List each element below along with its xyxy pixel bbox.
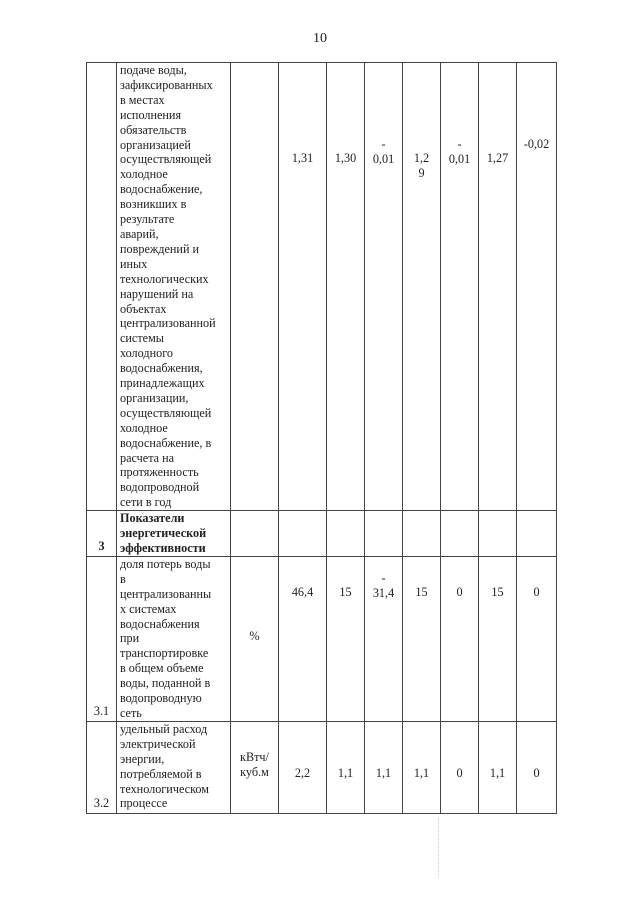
text-line: при: [120, 631, 140, 646]
unit-cell: [231, 63, 279, 511]
indicator-name: [117, 721, 231, 813]
value-cell: [327, 556, 365, 721]
empty-cell: [279, 511, 327, 557]
value-text: 1,1: [375, 765, 392, 780]
text-line: энергетической: [120, 526, 207, 541]
value-cell: [479, 556, 517, 721]
empty-cell: [517, 511, 557, 557]
value-text: 1,27: [486, 151, 509, 165]
text-line: электрической: [120, 736, 196, 751]
value-text: 0: [533, 584, 540, 599]
text-line: протяженность: [120, 465, 199, 480]
text-line: повреждений и: [120, 241, 200, 256]
text-line: процессе: [120, 796, 168, 811]
value-text: 1,31: [291, 151, 314, 165]
value-cell: [365, 63, 403, 511]
value-cell: [403, 556, 441, 721]
unit-text: %: [249, 628, 260, 643]
value-cell: [517, 721, 557, 813]
value-text: 0,01: [448, 151, 471, 166]
unit-text: кВтч/: [240, 749, 269, 764]
value-text: -: [457, 137, 462, 151]
text-line: нарушений на: [120, 286, 194, 301]
empty-cell: [441, 511, 479, 557]
text-line: сеть: [120, 705, 142, 720]
empty-cell: [479, 511, 517, 557]
text-line: осуществляющей: [120, 152, 212, 167]
unit-cell: [231, 556, 279, 721]
value-cell: [365, 556, 403, 721]
unit-cell: [231, 721, 279, 813]
text-line: аварий,: [120, 226, 159, 241]
text-line: доля потерь воды: [120, 556, 211, 571]
text-line: удельный расход: [120, 721, 208, 736]
value-text: 1,1: [413, 765, 430, 780]
value-text: 2,2: [294, 765, 311, 780]
value-cell: [441, 556, 479, 721]
text-line: технологических: [120, 271, 209, 286]
value-cell: [279, 63, 327, 511]
text-line: зафиксированных: [120, 77, 213, 92]
value-cell: [441, 721, 479, 813]
text-line: водоснабжения,: [120, 361, 203, 376]
indicators-table: [86, 62, 557, 814]
empty-cell: [231, 511, 279, 557]
text-line: водоснабжение,: [120, 182, 203, 197]
page-number: 10: [313, 31, 327, 46]
text-line: организации,: [120, 390, 189, 405]
text-line: объектах: [120, 301, 167, 316]
text-line: водоснабжения: [120, 616, 200, 631]
value-text: 0: [456, 765, 463, 780]
text-line: исполнения: [120, 107, 182, 122]
text-line: водоснабжение, в: [120, 435, 212, 450]
value-cell: [441, 63, 479, 511]
text-line: возникших в: [120, 197, 187, 212]
row-number: 3.2: [87, 721, 117, 813]
text-line: иных: [120, 256, 148, 271]
value-cell: [279, 721, 327, 813]
row-number: [87, 63, 117, 511]
text-line: в: [120, 571, 126, 586]
text-line: энергии,: [120, 751, 165, 766]
value-text: -: [381, 137, 386, 151]
value-cell: [403, 721, 441, 813]
text-line: технологическом: [120, 781, 209, 796]
text-line: централизованны: [120, 586, 212, 601]
text-line: эффективности: [120, 541, 206, 555]
value-cell: [327, 721, 365, 813]
text-line: холодного: [120, 346, 173, 361]
scan-artifact: [438, 818, 442, 878]
value-text: -0,02: [523, 137, 550, 151]
value-text: 15: [339, 584, 352, 599]
value-text: 1,1: [337, 765, 354, 780]
value-text: 46,4: [291, 584, 314, 599]
value-cell: [479, 721, 517, 813]
text-line: транспортировке: [120, 646, 209, 661]
value-cell: [365, 721, 403, 813]
text-line: холодное: [120, 167, 168, 182]
value-cell: [517, 556, 557, 721]
table-row: [87, 63, 557, 511]
text-line: централизованной: [120, 316, 216, 331]
value-text: 0: [533, 765, 540, 780]
text-line: х системах: [120, 601, 177, 616]
empty-cell: [403, 511, 441, 557]
indicator-name: [117, 63, 231, 511]
empty-cell: [365, 511, 403, 557]
value-text: 1,30: [334, 151, 357, 165]
text-line: расчета на: [120, 450, 175, 465]
text-line: водопроводную: [120, 691, 202, 706]
value-text: 15: [415, 584, 428, 599]
text-line: подаче воды,: [120, 63, 187, 77]
table-row: [87, 721, 557, 813]
value-text: 0: [456, 584, 463, 599]
value-cell: [279, 556, 327, 721]
value-text: 0,01: [372, 151, 395, 166]
text-line: в местах: [120, 92, 165, 107]
text-line: организацией: [120, 137, 191, 152]
value-text: -: [381, 570, 386, 585]
empty-cell: [327, 511, 365, 557]
value-cell: [479, 63, 517, 511]
value-text: 15: [491, 584, 504, 599]
text-line: в общем объеме: [120, 661, 204, 676]
value-cell: [517, 63, 557, 511]
value-cell: [403, 63, 441, 511]
text-line: результате: [120, 212, 175, 227]
value-text: 31,4: [372, 585, 395, 600]
table-row: [87, 556, 557, 721]
text-line: сети в год: [120, 495, 172, 510]
row-number: 3: [87, 511, 117, 557]
text-line: обязательств: [120, 122, 187, 137]
value-cell: [327, 63, 365, 511]
text-line: системы: [120, 331, 164, 346]
value-text: 1,2: [413, 151, 430, 165]
text-line: воды, поданной в: [120, 676, 211, 691]
indicator-name: [117, 556, 231, 721]
table-row: [87, 511, 557, 557]
text-line: принадлежащих: [120, 376, 205, 391]
text-line: водопроводной: [120, 480, 200, 495]
text-line: холодное: [120, 420, 168, 435]
value-text: 1,1: [489, 765, 506, 780]
section-title: [117, 511, 231, 557]
text-line: осуществляющей: [120, 405, 212, 420]
row-number: 3.1: [87, 556, 117, 721]
unit-text: куб.м: [240, 764, 269, 779]
text-line: потребляемой в: [120, 766, 202, 781]
text-line: Показатели: [120, 511, 185, 526]
value-text: 9: [418, 165, 425, 180]
